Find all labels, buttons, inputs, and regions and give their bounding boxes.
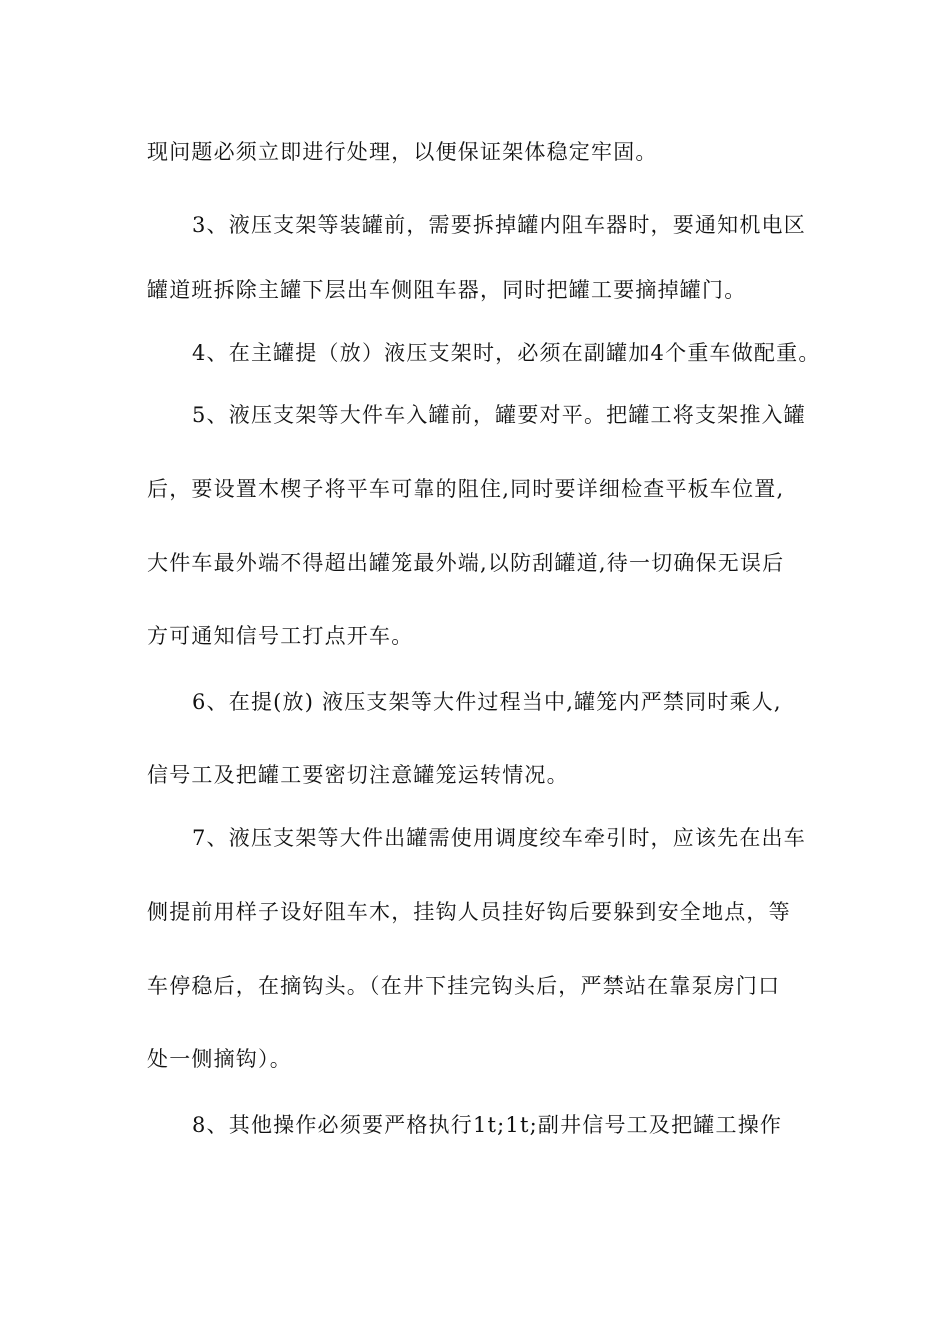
paragraph-line: 4、在主罐提（放）液压支架时，必须在副罐加4个重车做配重。	[192, 341, 821, 365]
paragraph-line: 信号工及把罐工要密切注意罐笼运转情况。	[147, 763, 569, 787]
paragraph-line: 5、液压支架等大件车入罐前，罐要对平。把罐工将支架推入罐	[192, 403, 806, 427]
paragraph-line: 侧提前用样子设好阻车木，挂钩人员挂好钩后要躲到安全地点，等	[147, 900, 791, 924]
paragraph-line: 后，要设置木楔子将平车可靠的阻住,同时要详细检查平板车位置,	[147, 477, 785, 501]
paragraph-line: 车停稳后，在摘钩头。（在井下挂完钩头后，严禁站在靠泵房门口	[147, 974, 781, 998]
paragraph-line: 方可通知信号工打点开车。	[147, 624, 414, 648]
paragraph-line: 大件车最外端不得超出罐笼最外端,以防刮罐道,待一切确保无误后	[147, 551, 785, 575]
paragraph-line: 6、在提(放) 液压支架等大件过程当中,罐笼内严禁同时乘人,	[192, 690, 782, 714]
paragraph-line: 3、液压支架等装罐前，需要拆掉罐内阻车器时，要通知机电区	[192, 213, 806, 237]
paragraph-line: 罐道班拆除主罐下层出车侧阻车器，同时把罐工要摘掉罐门。	[147, 278, 747, 302]
paragraph-line: 8、其他操作必须要严格执行1t;1t;副井信号工及把罐工操作	[192, 1113, 783, 1137]
paragraph-line: 处一侧摘钩）。	[147, 1047, 292, 1071]
paragraph-line: 现问题必须立即进行处理，以便保证架体稳定牢固。	[147, 140, 658, 164]
paragraph-line: 7、液压支架等大件出罐需使用调度绞车牵引时，应该先在出车	[192, 826, 806, 850]
